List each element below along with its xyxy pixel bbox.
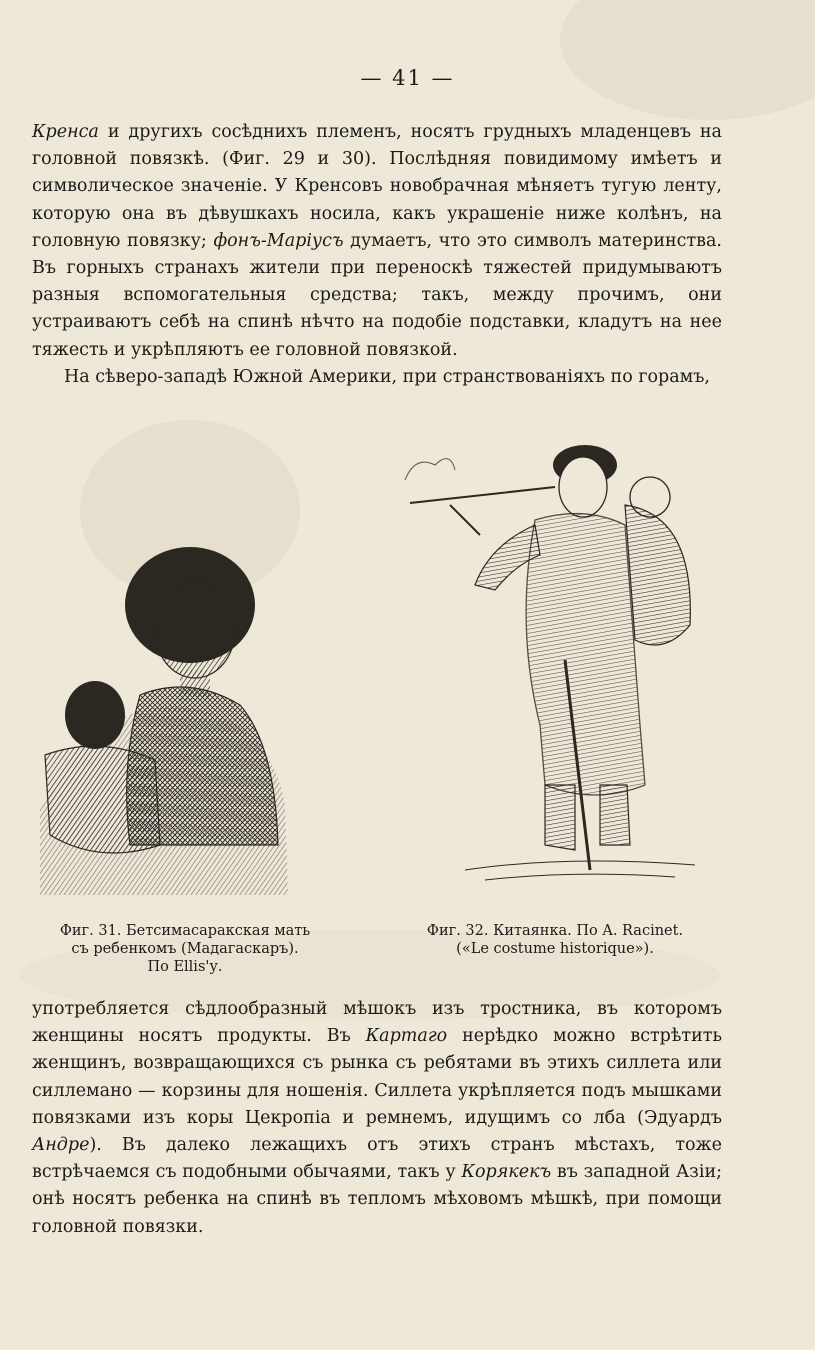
fig31-caption-line1: Фиг. 31. Бетсимасаракская мать <box>59 923 311 939</box>
paragraph-3-text-2: нерѣдко можно встрѣтить женщинъ, возвращающихся съ рынка съ ребятами въ этихъ силлета или силлемано — корзины для ношенія. Силлета укрѣпляется подъ мышками повязками изъ коры Цекропіа и ремнемъ, идущимъ со лба (Эдуардъ <box>32 1026 722 1128</box>
paragraph-3-text-4: въ западной Азіи; онѣ носятъ ребенка на спинѣ въ тепломъ мѣховомъ мѣшкѣ, при помощи головной повязки. <box>32 1162 722 1237</box>
fig32-caption-line1: Фиг. 32. Китаянка. По A. Racinet. <box>426 923 684 939</box>
paragraph-1-text: и другихъ сосѣднихъ племенъ, носятъ грудныхъ младенцевъ на головной повязкѣ. (Фиг. 29 и 30). Послѣдняя повидимому имѣетъ и символическое значеніе. У Кренсовъ новобрачная мѣняетъ тугую ленту, которую она въ дѣвушкахъ носила, какъ украшеніе ниже колѣнъ, на головную повязку; <box>32 122 722 251</box>
italic-author-andre: Андре <box>32 1135 90 1156</box>
italic-people-koryak: Корякекъ <box>461 1162 552 1183</box>
paragraph-2: На сѣверо-западѣ Южной Америки, при странствованіяхъ по горамъ, <box>64 366 710 387</box>
fig32-caption <box>395 922 715 958</box>
paragraph-3 <box>32 996 722 1241</box>
paper-stain <box>560 0 815 120</box>
fig31-caption <box>30 922 340 976</box>
body-text-bottom <box>32 996 722 1241</box>
paragraph-3-text-3: ). Въ далеко лежащихъ отъ этихъ странъ мѣстахъ, тоже встрѣчаемся съ подобными обычаями, такъ у <box>32 1135 722 1183</box>
italic-place-kartago: Картаго <box>365 1026 448 1047</box>
fig32-caption-line2: («Le costume historique»). <box>456 941 654 957</box>
fig32-engraving <box>395 425 715 900</box>
paragraph-3-text-1: употребляется сѣдлообразный мѣшокъ изъ тростника, въ которомъ женщины носятъ продукты. Въ <box>32 999 722 1047</box>
fig31-engraving <box>40 545 290 895</box>
fig31-caption-line3: По Ellis'у. <box>147 959 223 975</box>
fig31-caption-line2: съ ребенкомъ (Мадагаскаръ). <box>71 941 299 957</box>
page-number: — 41 — <box>360 66 455 90</box>
italic-name-marius: фонъ-Маріусъ <box>213 230 344 251</box>
paragraph-1 <box>32 119 722 364</box>
body-text-top <box>32 119 722 391</box>
paragraph-1-text-end: думаетъ, что это символъ материнства. Въ горныхъ странахъ жители при переноскѣ тяжестей придумываютъ разныя вспомогательныя средства; такъ, между прочимъ, они устраиваютъ себѣ на спинѣ нѣчто на подобіе подставки, кладутъ на нее тяжесть и укрѣпляютъ ее головной повязкой. <box>32 230 722 360</box>
italic-name-krensa: Кренса <box>32 122 99 142</box>
